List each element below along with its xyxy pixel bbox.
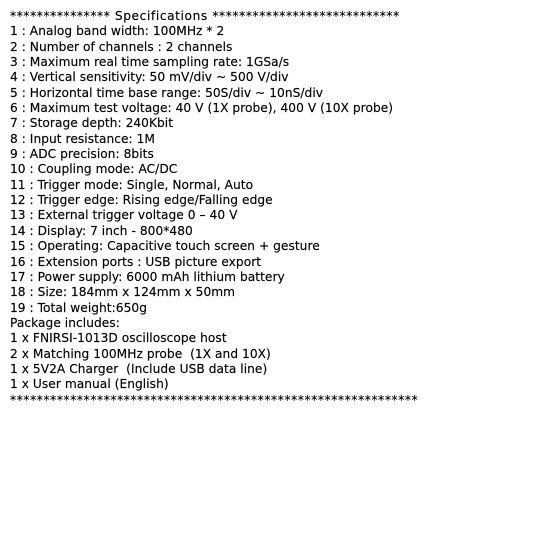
specifications-document xyxy=(10,9,530,408)
package-item: 2 x Matching 100MHz probe (1X and 10X) xyxy=(10,346,271,361)
spec-line: 16 : Extension ports : USB picture export xyxy=(10,254,262,269)
spec-line: 8 : Input resistance: 1M xyxy=(10,131,155,146)
spec-line: 4 : Vertical sensitivity: 50 mV/div ~ 500 V/div xyxy=(10,70,289,85)
spec-line: 9 : ADC precision: 8bits xyxy=(10,147,154,162)
spec-line: 19 : Total weight:650g xyxy=(10,300,147,315)
specifications-list xyxy=(10,24,530,316)
spec-line: 11 : Trigger mode: Single, Normal, Auto xyxy=(10,177,254,192)
package-item: 1 x FNIRSI-1013D oscilloscope host xyxy=(10,331,227,346)
spec-line: 2 : Number of channels : 2 channels xyxy=(10,39,233,54)
spec-line: 18 : Size: 184mm x 124mm x 50mm xyxy=(10,285,236,300)
spec-line: 14 : Display: 7 inch - 800*480 xyxy=(10,223,193,238)
package-heading: Package includes: xyxy=(10,315,120,330)
package-item: 1 x User manual (English) xyxy=(10,377,169,392)
spec-line: 1 : Analog band width: 100MHz * 2 xyxy=(10,24,225,39)
spec-line: 10 : Coupling mode: AC/DC xyxy=(10,162,178,177)
package-item: 1 x 5V2A Charger (Include USB data line) xyxy=(10,361,268,376)
specifications-footer: ************************************************************* xyxy=(10,392,419,407)
spec-line: 12 : Trigger edge: Rising edge/Falling edge xyxy=(10,193,273,208)
spec-line: 15 : Operating: Capacitive touch screen + gesture xyxy=(10,239,320,254)
spec-line: 5 : Horizontal time base range: 50S/div ~ 10nS/div xyxy=(10,85,324,100)
spec-line: 17 : Power supply: 6000 mAh lithium battery xyxy=(10,269,285,284)
spec-line: 13 : External trigger voltage 0 – 40 V xyxy=(10,208,238,223)
spec-line: 3 : Maximum real time sampling rate: 1GSa/s xyxy=(10,55,290,70)
specifications-header: *************** Specifications **************************** xyxy=(10,9,400,23)
spec-line: 6 : Maximum test voltage: 40 V (1X probe), 400 V (10X probe) xyxy=(10,101,394,116)
spec-line: 7 : Storage depth: 240Kbit xyxy=(10,116,174,131)
package-list xyxy=(10,331,530,392)
